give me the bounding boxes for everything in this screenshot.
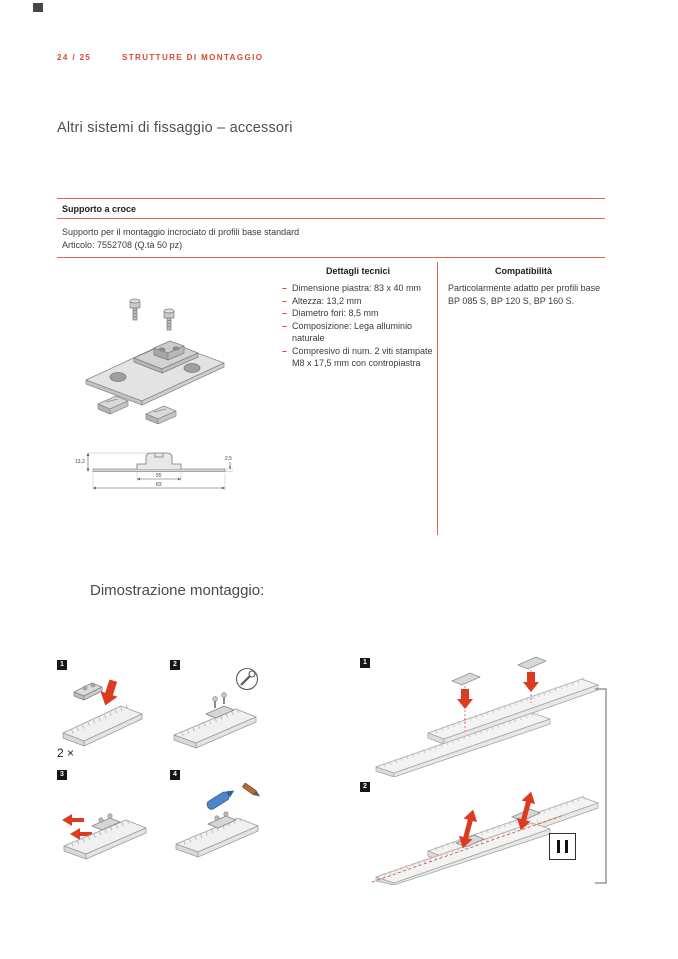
step-badge-2: 2 <box>170 660 180 670</box>
compatibility <box>442 266 605 307</box>
screw-icon <box>130 299 140 320</box>
step2-figure <box>170 665 265 757</box>
step-badge-3: 3 <box>57 770 67 780</box>
detail-item: – Altezza: 13,2 mm <box>282 295 362 306</box>
product-isometric-illustration <box>72 292 237 424</box>
rail <box>63 706 142 746</box>
down-arrow-icon <box>457 689 473 709</box>
dim-spacing-label: 55 <box>156 473 162 479</box>
step-badge-1: 1 <box>57 660 67 670</box>
product-name: Supporto a croce <box>62 204 137 214</box>
step1-figure <box>58 672 153 752</box>
demo-heading: Dimostrazione montaggio: <box>90 582 265 599</box>
slot-nut <box>146 406 176 424</box>
sequence-badge-1: 1 <box>360 658 370 668</box>
plate-section <box>93 469 225 472</box>
step-badge-4: 4 <box>170 770 180 780</box>
screw-icon <box>164 309 174 330</box>
technical-details-heading: Dettagli tecnici <box>325 266 390 276</box>
dim-thickness-label: 2,5 <box>225 456 232 462</box>
section-title: STRUTTURE DI MONTAGGIO <box>122 53 264 62</box>
montage-figure-1 <box>368 655 603 777</box>
bullet-dash: – <box>282 345 288 356</box>
bullet-dash: – <box>282 308 288 318</box>
step3-figure <box>58 782 153 867</box>
slot-nut <box>98 396 128 414</box>
marker-pen-icon <box>205 787 236 811</box>
bullet-dash: – <box>282 283 288 293</box>
dimension-drawing <box>75 432 243 494</box>
down-arrow-icon <box>523 672 539 692</box>
product-description: Supporto per il montaggio incrociato di profili base standard <box>62 227 300 237</box>
detail-item: – Compresivo di num. 2 viti stampate M8 x 17,5 mm con contropiastra <box>282 345 433 368</box>
range-bracket <box>594 688 608 884</box>
compatibility-heading: Compatibilità <box>494 266 552 276</box>
rule-mid <box>57 218 605 219</box>
product-intro <box>62 226 402 252</box>
bullet-dash: – <box>282 295 288 306</box>
insert-arrow-icon <box>97 678 122 708</box>
parallel-bars-icon <box>549 833 576 860</box>
detail-item: – Composizione: Lega alluminio naturale <box>282 320 413 343</box>
product-article: Articolo: 7552708 (Q.tà 50 pz) <box>62 240 183 250</box>
dim-height-label: 13,2 <box>75 459 85 465</box>
rule-top <box>57 198 605 199</box>
column-divider <box>437 262 438 535</box>
quantity-note: 2 × <box>57 746 75 760</box>
step4-figure <box>170 778 265 868</box>
hand-tool-icon <box>242 783 261 799</box>
crop-mark <box>33 3 43 12</box>
page-number: 24 / 25 <box>57 53 92 62</box>
detail-item: – Diametro fori: 8,5 mm <box>282 308 379 318</box>
dim-width-label: 83 <box>156 482 162 488</box>
rail-front <box>376 822 550 885</box>
page-title: Altri sistemi di fissaggio – accessori <box>57 120 293 136</box>
hat-profile <box>137 453 181 469</box>
bullet-dash: – <box>282 320 288 331</box>
technical-details-list <box>282 282 434 370</box>
hand-tighten-icon <box>237 669 258 690</box>
detail-item: – Dimensione piastra: 83 x 40 mm <box>282 283 422 293</box>
compatibility-text: Particolarmente adatto per profili base BP 085 S, BP 120 S, BP 160 S. <box>448 283 601 306</box>
sequence-badge-2: 2 <box>360 782 370 792</box>
rule-bottom <box>57 257 605 258</box>
loose-support <box>74 683 102 700</box>
technical-details <box>282 266 434 370</box>
